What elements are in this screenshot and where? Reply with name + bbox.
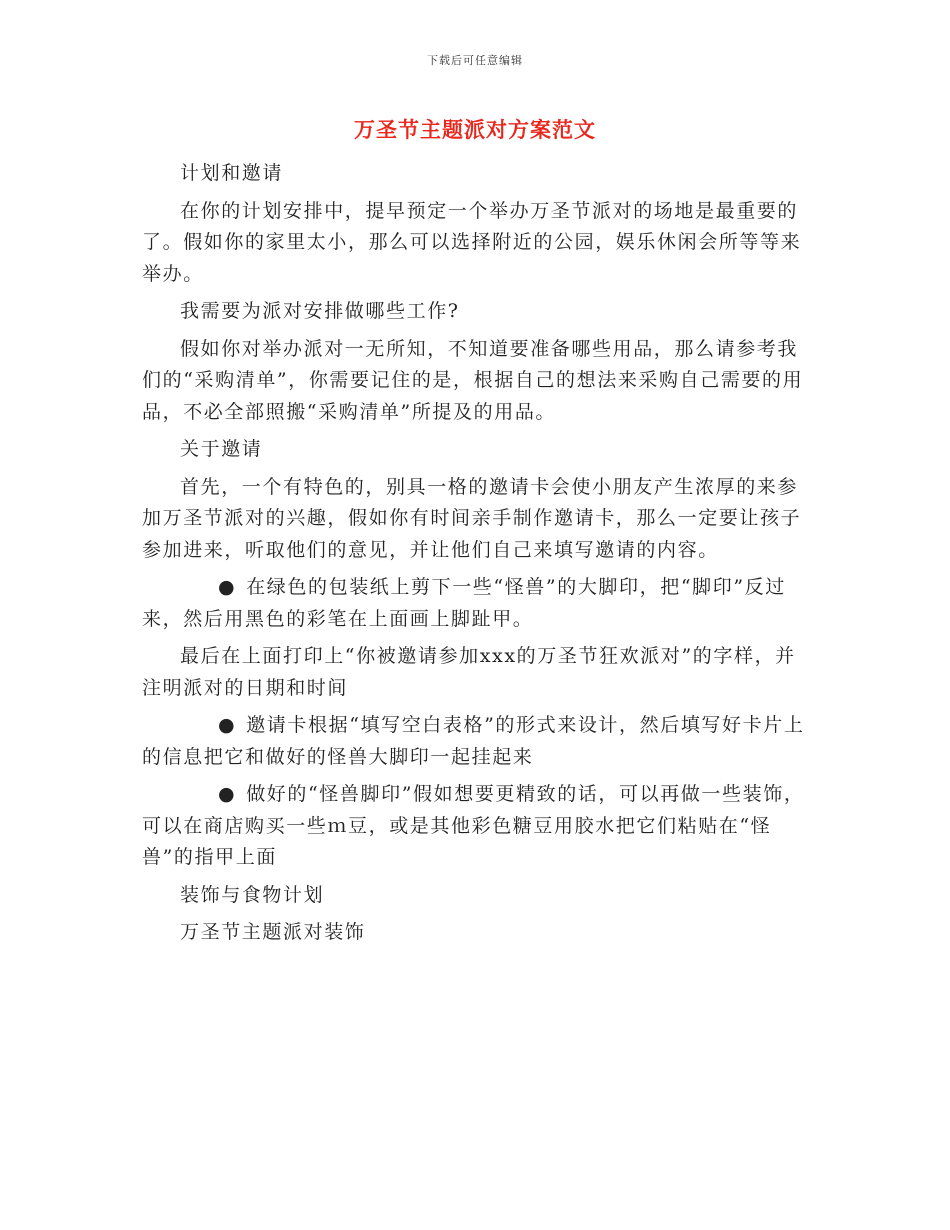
paragraph-print-text: 最后在上面打印上“你被邀请参加xxx的万圣节狂欢派对”的字样，并注明派对的日期和时间 xyxy=(142,645,796,699)
section-heading-preparation: 我需要为派对安排做哪些工作? xyxy=(180,300,460,322)
paragraph-venue: 在你的计划安排中，提早预定一个举办万圣节派对的场地是最重要的了。假如你的家里太小，那么可以选择附近的公园，娱乐休闲会所等等来举办。 xyxy=(142,199,802,285)
page-header-note: 下载后可任意编辑 xyxy=(427,54,523,67)
bullet-item-form: ● 邀请卡根据“填写空白表格”的形式来设计，然后填写好卡片上的信息把它和做好的怪兽大脚印一起挂起来 xyxy=(142,710,810,773)
document-title: 万圣节主题派对方案范文 xyxy=(354,117,596,142)
paragraph-invitation-card: 首先，一个有特色的，别具一格的邀请卡会使小朋友产生浓厚的来参加万圣节派对的兴趣，假如你有时间亲手制作邀请卡，那么一定要让孩子参加进来，听取他们的意见，并让他们自己来填写邀请的内容。 xyxy=(142,475,802,561)
section-heading-party-decoration: 万圣节主题派对装饰 xyxy=(180,921,366,943)
section-heading-invitation: 关于邀请 xyxy=(180,438,263,460)
section-heading-plan-invite: 计划和邀请 xyxy=(180,162,284,184)
bullet-icon: ● xyxy=(218,576,237,598)
bullet-item-decoration: ● 做好的“怪兽脚印”假如想要更精致的话，可以再做一些装饰，可以在商店购买一些ｍ豆，或是其他彩色糖豆用胶水把它们粘贴在“怪兽”的指甲上面 xyxy=(142,779,810,874)
section-heading-decoration-food: 装饰与食物计划 xyxy=(180,883,325,906)
bullet-item-footprint: ● 在绿色的包装纸上剪下一些“怪兽”的大脚印，把“脚印”反过来，然后用黑色的彩笔在上面画上脚趾甲。 xyxy=(142,572,810,635)
bullet-icon: ● xyxy=(218,714,237,736)
bullet-icon: ● xyxy=(218,783,237,805)
paragraph-shopping-list: 假如你对举办派对一无所知，不知道要准备哪些用品，那么请参考我们的“采购清单”，你需要记住的是，根据自己的想法来采购自己需要的用品，不必全部照搬“采购清单”所提及的用品。 xyxy=(142,337,804,423)
document-body xyxy=(142,158,810,955)
